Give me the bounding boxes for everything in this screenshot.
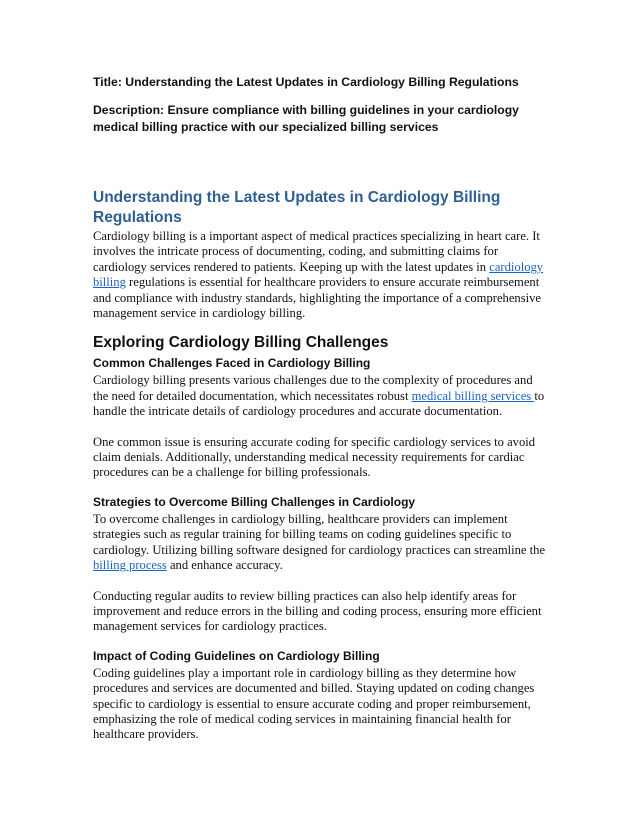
article-heading: Understanding the Latest Updates in Cardiology Billing Regulations — [93, 189, 501, 226]
section-heading-challenges: Exploring Cardiology Billing Challenges — [93, 334, 389, 352]
intro-text-after: regulations is essential for healthcare providers to ensure accurate reimbursement and compliance with industry standards, highlighting the importance of a comprehensive management service in cardiology billing. — [93, 275, 542, 321]
strategies-text-before: To overcome challenges in cardiology billing, healthcare providers can implement strategies such as regular training for billing teams on coding guidelines specific to cardiology. Utilizing billing software designed for cardiology practices can streamline the — [93, 511, 546, 557]
common-challenges-paragraph-1 — [93, 373, 546, 419]
intro-text-before: Cardiology billing is a important aspect of medical practices specializing in heart care. It involves the intricate process of documenting, coding, and submitting claims for cardiology services rendered to patients. Keeping up with the latest updates in — [93, 229, 540, 274]
intro-paragraph — [93, 229, 546, 321]
medical-billing-services-link[interactable]: medical billing services — [411, 388, 535, 403]
billing-process-link[interactable]: billing process — [93, 558, 167, 573]
paragraph-gap — [93, 420, 546, 435]
coding-guidelines-paragraph: Coding guidelines play a important role in cardiology billing as they determine how procedures and services are documented and billed. Staying updated on coding changes specific to cardiology is essential to ensure accurate coding and proper reimbursement, emphasizing the role of medical coding services in maintaining financial health for healthcare providers. — [93, 665, 535, 742]
strategies-paragraph-1 — [93, 512, 546, 574]
strategies-text-after: and enhance accuracy. — [166, 558, 283, 573]
common-challenges-paragraph-2: One common issue is ensuring accurate coding for specific cardiology services to avoid claim denials. Additionally, understanding medical necessity requirements for cardiac procedures can be a challenge for billing professionals. — [93, 434, 536, 480]
subheading-coding-guidelines: Impact of Coding Guidelines on Cardiology Billing — [93, 648, 380, 663]
common-challenges-text-after: to handle the intricate details of cardiology procedures and accurate documentation. — [93, 388, 545, 419]
paragraph-gap — [93, 574, 546, 589]
subheading-common-challenges: Common Challenges Faced in Cardiology Billing — [93, 356, 371, 371]
document-description: Description: Ensure compliance with billing guidelines in your cardiology medical billing practice with our specialized billing services — [93, 103, 519, 134]
subheading-strategies: Strategies to Overcome Billing Challenges in Cardiology — [93, 494, 416, 509]
strategies-paragraph-2: Conducting regular audits to review billing practices can also help identify areas for improvement and reduce errors in the billing and coding process, ensuring more efficient management services for cardiology practices. — [93, 588, 542, 634]
cardiology-billing-link[interactable]: cardiology billing — [93, 259, 544, 290]
common-challenges-text-before: Cardiology billing presents various challenges due to the complexity of procedures and the need for detailed documentation, which necessitates robust — [93, 373, 533, 403]
paragraph-gap — [93, 635, 546, 648]
document-title: Title: Understanding the Latest Updates in Cardiology Billing Regulations — [93, 75, 519, 89]
paragraph-gap — [93, 481, 546, 494]
